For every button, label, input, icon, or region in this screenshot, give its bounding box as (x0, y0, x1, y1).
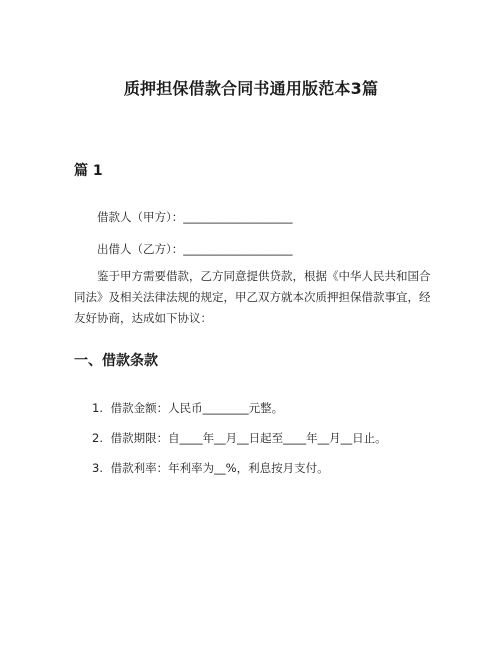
list-item-text: 借款期限：自____年__月__日起至____年__月__日止。 (110, 431, 387, 445)
section-heading: 篇 1 (74, 163, 103, 179)
list-item (92, 430, 432, 446)
lender-line: 出借人（乙方）：___________________ (97, 242, 293, 256)
list-item (92, 460, 432, 476)
list-item (92, 400, 432, 416)
document-title: 质押担保借款合同书通用版范本3篇 (123, 79, 379, 98)
list-item-text: 借款利率：年利率为__%，利息按月支付。 (110, 461, 329, 475)
list-item-number: 1. (92, 401, 103, 415)
list-item-text: 借款金额：人民币________元整。 (110, 401, 284, 415)
preamble-paragraph: 鉴于甲方需要借款，乙方同意提供贷款，根据《中华人民共和国合同法》及相关法律法规的规定，甲乙双方就本次质押担保借款事宜，经友好协商，达成如下协议： (74, 269, 431, 325)
list-item-number: 3. (92, 461, 103, 475)
borrower-line: 借款人（甲方）：___________________ (97, 210, 293, 224)
clause-heading: 一、借款条款 (74, 353, 158, 369)
list-item-number: 2. (92, 431, 103, 445)
